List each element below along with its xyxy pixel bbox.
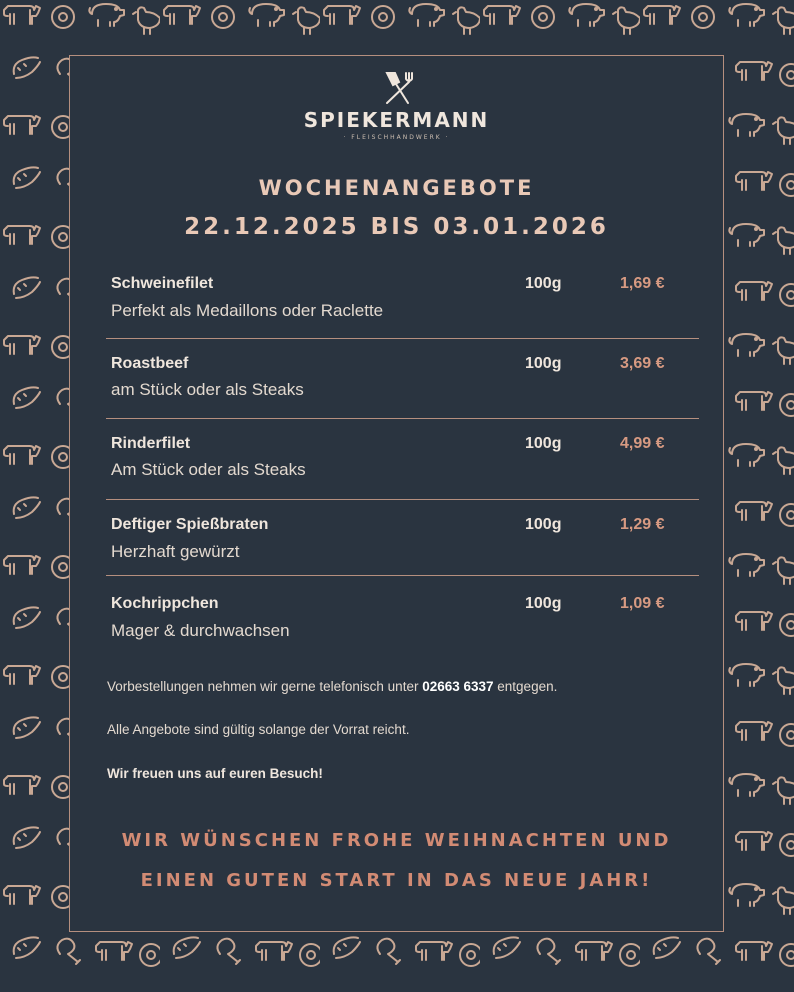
offer-name: Kochrippchen [111, 595, 219, 612]
offer-price: 1,09 € [620, 595, 665, 612]
offer-price: 1,69 € [620, 275, 665, 292]
offer-row [106, 419, 699, 500]
offer-unit: 100g [525, 355, 562, 372]
preorder-note [107, 679, 557, 694]
offer-description: Perfekt als Medaillons oder Raclette [111, 301, 384, 320]
date-range: 22.12.2025 BIS 03.01.2026 [184, 214, 609, 240]
cleaver-fork-icon [380, 70, 414, 106]
offer-unit: 100g [525, 595, 562, 612]
offer-card [69, 55, 724, 932]
offer-price: 1,29 € [620, 516, 665, 533]
offer-name: Deftiger Spießbraten [111, 516, 269, 533]
offer-description: am Stück oder als Steaks [111, 380, 304, 399]
offer-name: Rinderfilet [111, 435, 191, 452]
greeting-line-2: EINEN GUTEN START IN DAS NEUE JAHR! [140, 870, 653, 891]
offer-row [106, 339, 699, 419]
brand-logo [70, 70, 723, 141]
offer-unit: 100g [525, 435, 562, 452]
visit-note: Wir freuen uns auf euren Besuch! [107, 766, 323, 781]
greeting-line-1: WIR WÜNSCHEN FROHE WEIHNACHTEN UND [121, 830, 672, 851]
offer-unit: 100g [525, 516, 562, 533]
validity-note: Alle Angebote sind gültig solange der Vorrat reicht. [107, 722, 410, 737]
offer-list [106, 265, 699, 651]
offer-description: Herzhaft gewürzt [111, 542, 240, 561]
offer-description: Mager & durchwachsen [111, 621, 290, 640]
preorder-text-end: entgegen. [493, 679, 558, 694]
phone-number: 02663 6337 [422, 679, 494, 694]
offer-name: Roastbeef [111, 355, 189, 372]
brand-tagline: · FLEISCHHANDWERK · [343, 134, 450, 141]
offer-name: Schweinefilet [111, 275, 214, 292]
page-title: WOCHENANGEBOTE [258, 176, 535, 200]
offer-row [106, 576, 699, 651]
offer-row [106, 265, 699, 339]
offer-unit: 100g [525, 275, 562, 292]
offer-row [106, 500, 699, 576]
offer-price: 3,69 € [620, 355, 665, 372]
offer-description: Am Stück oder als Steaks [111, 460, 306, 479]
brand-name: SPIEKERMANN [303, 108, 490, 132]
preorder-text: Vorbestellungen nehmen wir gerne telefonisch unter [107, 679, 423, 694]
offer-price: 4,99 € [620, 435, 665, 452]
